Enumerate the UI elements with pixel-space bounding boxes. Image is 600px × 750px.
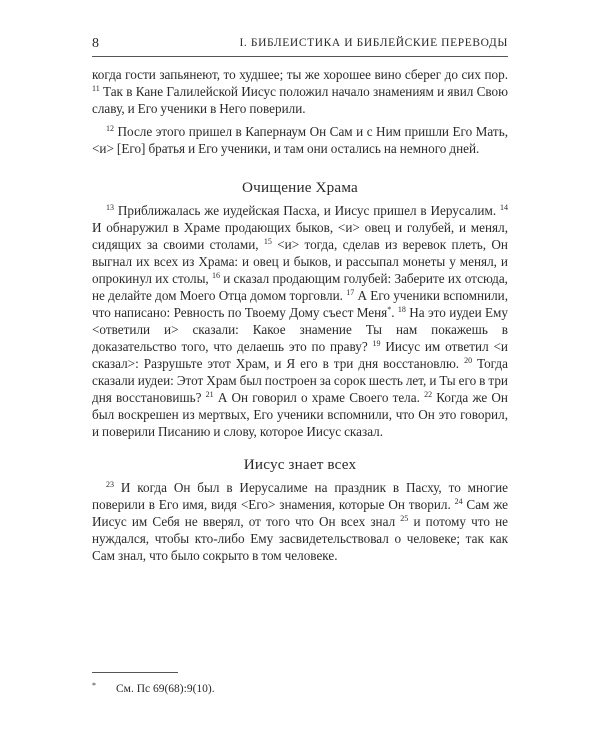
verse-text: И обнаружил в Храме продающих быков, <и> овец и голубей, и менял, сидящих за своими столами, [92,220,508,252]
verse-text: А Он говорил о храме Своего тела. [213,390,425,405]
verse-text: и потому что не нуждался, чтобы кто-либо Ему засвидетельствовал о человеке; так как Сам знал, что было сокрыто в том человеке. [92,514,508,563]
footnote-text: См. Пс 69(68):9(10). [116,683,215,695]
verse-number: 21 [205,390,214,399]
footnote [92,681,508,695]
verse-number: 22 [424,390,433,399]
page-number: 8 [92,36,100,51]
section-heading: Очищение Храма [241,179,358,196]
verse-text: Когда же Он был воскрешен из мертвых, Его ученики вспомнили, что Он это говорил, и поверили Писанию и слову, которое Иисус сказал. [92,390,508,439]
verse-text: . [391,305,398,320]
verse-text: И когда Он был в Иерусалиме на праздник в Пасху, то многие поверили в Его имя, видя <Его> знамения, которые Он творил. [92,480,508,512]
paragraph [92,479,508,564]
verse-number: 20 [464,356,473,365]
verse-number: 16 [211,271,220,280]
paragraph [92,202,508,440]
footnote-divider [92,672,178,673]
verse-text: На это иудеи Ему <ответили и> сказали: Какое знамение Ты нам покажешь в доказательство того, что делаешь это по праву? [92,305,509,354]
body-text [92,66,508,564]
verse-number: 25 [400,514,409,523]
verse-text: Приближалась же иудейская Пасха, и Иисус пришел в Иерусалим. [114,203,500,218]
verse-number: 23 [106,480,114,489]
verse-text: и сказал продающим голубей: Заберите их отсюда, не делайте дом Моего Отца домом торговли. [92,271,508,303]
verse-number: 19 [372,339,381,348]
verse-text: После этого пришел в Капернаум Он Сам и с Ним пришли Его Мать, <и> [Его] братья и Его ученики, и там они остались на немного дней. [92,124,508,156]
verse-number: 13 [106,203,114,212]
paragraph-text: когда гости запьянеют, то худшее; ты же хорошее вино сберег до сих пор. [92,67,508,82]
verse-number: 24 [454,497,463,506]
verse-text: А Его ученики вспомнили, что написано: Ревность по Твоему Дому съест Меня [92,288,508,320]
paragraph [92,123,508,157]
verse-text: Сам же Иисус им Себя не вверял, от того что Он всех знал [92,497,509,529]
section-heading: Иисус знает всех [243,456,357,473]
verse-text: Так в Кане Галилейской Иисус положил начало знамениям и явил Свою славу, и Его ученики в Него поверили. [92,84,508,116]
running-title: I. БИБЛЕИСТИКА И БИБЛЕЙСКИЕ ПЕРЕВОДЫ [239,37,508,49]
verse-number: 18 [397,305,406,314]
verse-text: Тогда сказали иудеи: Этот Храм был построен за сорок шесть лет, и Ты его в три дня восстановишь? [92,356,508,405]
paragraph-continuation [92,66,508,117]
verse-text: Иисус им ответил <и сказал>: Разрушьте этот Храм, и Я его в три дня восстановлю. [92,339,508,371]
footnote-marker: * [92,681,96,690]
verse-number: 17 [346,288,355,297]
page-header [92,36,508,57]
verse-number: 11 [92,84,100,93]
verse-text: <и> тогда, сделав из веревок плеть, Он выгнал их всех из Храма: и овец и быков, и рассыпал монеты у менял, и опрокинул их столы, [92,237,508,286]
verse-number: 14 [500,203,508,212]
verse-number: 12 [106,124,114,133]
footnote-reference: * [387,305,392,314]
verse-number: 15 [263,237,272,246]
